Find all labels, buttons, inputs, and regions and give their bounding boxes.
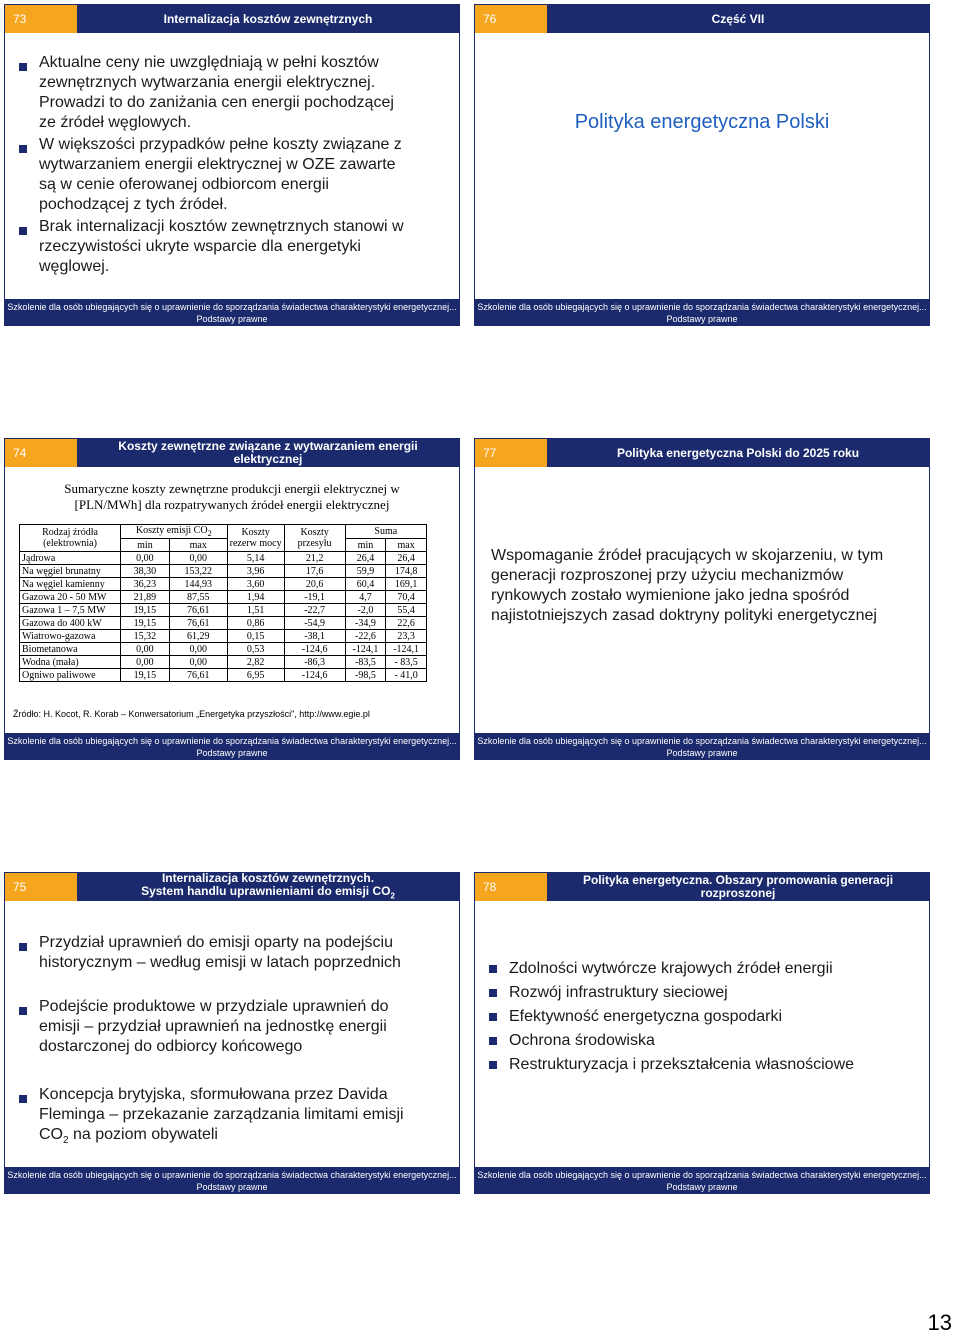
table-cell: 0,00 (169, 643, 227, 656)
slide-title-line1: Internalizacja kosztów zewnętrznych. (161, 870, 375, 885)
slide-number: 73 (5, 5, 77, 33)
slide-75 (4, 872, 460, 1194)
table-cell: -22,7 (284, 604, 345, 617)
footer-line2: Podstawy prawne (196, 1182, 268, 1192)
table-cell: - 83,5 (386, 656, 427, 669)
slide-footer (475, 733, 929, 759)
table-cell: -38,1 (284, 630, 345, 643)
table-cell: -83,5 (345, 656, 386, 669)
col-max: max (386, 539, 427, 552)
slide-text: Wspomaganie źródeł pracujących w skojarzeniu, w tym generacji rozproszonej przy użyciu mechanizmów rynkowych zostało wymienione jako jedna spośród najistotniejszych zasad doktryny polityki energetycznej (491, 547, 884, 624)
table-cell: Ogniwo paliwowe (20, 669, 121, 682)
table-cell: 0,53 (227, 643, 284, 656)
table-cell: 4,7 (345, 591, 386, 604)
slide-number: 77 (475, 439, 547, 467)
table-caption: Sumaryczne koszty zewnętrzne produkcji energii elektrycznej w (64, 481, 400, 496)
table-cell: 3,96 (227, 565, 284, 578)
bullet-text: Aktualne ceny nie uwzględniają w pełni kosztów zewnętrznych wytwarzania energii elektrycznej. Prowadzi to do zaniżania cen energii pochodzącej ze źródeł węglowych. (39, 54, 394, 131)
footer-line1: Szkolenie dla osób ubiegających się o uprawnienie do sporządzania świadectwa charakterystyki energetycznej... (7, 302, 457, 312)
bullet-icon (489, 965, 497, 973)
table-cell: -86,3 (284, 656, 345, 669)
table-cell: 0,00 (121, 643, 170, 656)
bullet-icon (19, 227, 27, 235)
title-text: System handlu uprawnieniami do emisji CO (141, 883, 391, 898)
table-cell: 19,15 (121, 617, 170, 630)
bullet-text: Podejście produktowe w przydziale uprawnień do emisji – przydział uprawnień na jednostkę energii dostarczonej do odbiorcy końcowego (39, 998, 389, 1055)
table-cell: 26,4 (386, 552, 427, 565)
list-item: Efektywność energetyczna gospodarki (509, 1008, 783, 1025)
bullet-text: W większości przypadków pełne koszty związane z wytwarzaniem energii elektrycznej w OZE zawarte są w cenie oferowanej odbiorcom energii pochodzącej z tych źródeł. (39, 136, 402, 213)
table-cell: Na węgiel brunatny (20, 565, 121, 578)
bullet-icon (489, 1061, 497, 1069)
table-cell: Wiatrowo-gazowa (20, 630, 121, 643)
table-cell: 20,6 (284, 578, 345, 591)
table-cell: 0,00 (121, 656, 170, 669)
table-cell: 76,61 (169, 617, 227, 630)
table-cell: Gazowa do 400 kW (20, 617, 121, 630)
slide-78 (474, 872, 930, 1194)
table-cell: -2,0 (345, 604, 386, 617)
table-cell: Biometanowa (20, 643, 121, 656)
slide-footer (475, 299, 929, 325)
table-cell: 15,32 (121, 630, 170, 643)
table-cell: 21,89 (121, 591, 170, 604)
table-cell: 19,15 (121, 669, 170, 682)
table-cell: 60,4 (345, 578, 386, 591)
bullet-text (39, 1085, 429, 1151)
footer-line2: Podstawy prawne (666, 314, 738, 324)
table-cell: Gazowa 1 – 7,5 MW (20, 604, 121, 617)
table-cell: 0,00 (169, 552, 227, 565)
slide-title-line2 (141, 885, 395, 902)
footer-line1: Szkolenie dla osób ubiegających się o uprawnienie do sporządzania świadectwa charakterystyki energetycznej... (477, 736, 927, 746)
table-cell: 3,60 (227, 578, 284, 591)
list-item: Restrukturyzacja i przekształcenia własnościowe (509, 1056, 855, 1073)
bullet-icon (19, 1007, 27, 1015)
slide-title: Koszty zewnętrzne związane z wytwarzaniem energii elektrycznej (118, 439, 418, 466)
col-source: Rodzaj źródła (elektrownia) (20, 525, 121, 552)
table-cell: Wodna (mała) (20, 656, 121, 669)
bullet-text-end: na poziom obywateli (68, 1126, 218, 1143)
table-cell: 0,00 (169, 656, 227, 669)
table-cell: 87,55 (169, 591, 227, 604)
slide-title (77, 870, 459, 901)
table-row (20, 643, 427, 656)
col-co2 (121, 525, 228, 539)
table-cell: -19,1 (284, 591, 345, 604)
col-min: min (121, 539, 170, 552)
costs-table (19, 524, 427, 682)
table-cell: -124,1 (386, 643, 427, 656)
slide-number: 75 (5, 873, 77, 901)
table-cell: 17,6 (284, 565, 345, 578)
col-transmission: Koszty przesyłu (284, 525, 345, 552)
bullet-icon (19, 1095, 27, 1103)
table-cell: 174,8 (386, 565, 427, 578)
list-item: Zdolności wytwórcze krajowych źródeł energii (509, 960, 833, 977)
slide-footer (5, 1167, 459, 1193)
slide-number: 78 (475, 873, 547, 901)
table-cell: 0,00 (121, 552, 170, 565)
table-cell: -54,9 (284, 617, 345, 630)
table-cell: 26,4 (345, 552, 386, 565)
table-row (20, 578, 427, 591)
bullet-icon (489, 1013, 497, 1021)
table-cell: Na węgiel kamienny (20, 578, 121, 591)
slide-number: 74 (5, 439, 77, 467)
table-cell: 38,30 (121, 565, 170, 578)
slide-76 (474, 4, 930, 326)
footer-line2: Podstawy prawne (196, 314, 268, 324)
bullet-icon (19, 943, 27, 951)
table-cell: 55,4 (386, 604, 427, 617)
footer-line1: Szkolenie dla osób ubiegających się o uprawnienie do sporządzania świadectwa charakterystyki energetycznej... (477, 1170, 927, 1180)
slide-74 (4, 438, 460, 760)
col-min: min (345, 539, 386, 552)
table-cell: 1,51 (227, 604, 284, 617)
col-co2-sub: 2 (207, 529, 212, 538)
bullet-text-sub: 2 (63, 1135, 69, 1147)
col-reserve: Koszty rezerw mocy (227, 525, 284, 552)
slide-number: 76 (475, 5, 547, 33)
table-cell: -124,6 (284, 669, 345, 682)
bullet-icon (19, 145, 27, 153)
bullet-text: Brak internalizacji kosztów zewnętrznych stanowi w rzeczywistości ukryte wsparcie dla energetyki węglowej. (39, 218, 404, 275)
table-cell: - 41,0 (386, 669, 427, 682)
slide-73 (4, 4, 460, 326)
table-cell: -124,1 (345, 643, 386, 656)
slide-heading: Polityka energetyczna Polski (574, 111, 830, 133)
table-cell: -124,6 (284, 643, 345, 656)
table-row (20, 630, 427, 643)
bullet-text: Przydział uprawnień do emisji oparty na podejściu historycznym – według emisji w latach poprzednich (39, 934, 401, 971)
title-sub: 2 (390, 891, 395, 901)
table-cell: 2,82 (227, 656, 284, 669)
table-cell: 59,9 (345, 565, 386, 578)
footer-line2: Podstawy prawne (196, 748, 268, 758)
table-cell: 70,4 (386, 591, 427, 604)
table-cell: -34,9 (345, 617, 386, 630)
table-caption: [PLN/MWh] dla rozpatrywanych źródeł energii elektrycznej (74, 497, 390, 512)
table-cell: 1,94 (227, 591, 284, 604)
list-item: Ochrona środowiska (509, 1032, 655, 1049)
table-cell: 21,2 (284, 552, 345, 565)
footer-line1: Szkolenie dla osób ubiegających się o uprawnienie do sporządzania świadectwa charakterystyki energetycznej... (477, 302, 927, 312)
table-row (20, 656, 427, 669)
table-row (20, 552, 427, 565)
bullet-icon (19, 63, 27, 71)
table-cell: -98,5 (345, 669, 386, 682)
page-number: 13 (927, 1310, 952, 1335)
slide-title: Polityka energetyczna Polski do 2025 roku (616, 445, 860, 460)
col-sum: Suma (345, 525, 426, 539)
footer-line2: Podstawy prawne (666, 748, 738, 758)
table-cell: 36,23 (121, 578, 170, 591)
table-cell: 19,15 (121, 604, 170, 617)
table-row (20, 669, 427, 682)
table-cell: 0,86 (227, 617, 284, 630)
table-row (20, 565, 427, 578)
table-cell: 61,29 (169, 630, 227, 643)
source-note: Źródło: H. Kocot, R. Korab – Konwersatorium „Energetyka przyszłości", http://www.egie.pl (13, 709, 370, 719)
footer-line2: Podstawy prawne (666, 1182, 738, 1192)
table-cell: 22,6 (386, 617, 427, 630)
table-cell: -22,6 (345, 630, 386, 643)
table-cell: 6,95 (227, 669, 284, 682)
slide-footer (5, 299, 459, 325)
table-cell: 23,3 (386, 630, 427, 643)
table-cell: 0,15 (227, 630, 284, 643)
bullet-icon (489, 1037, 497, 1045)
slide-77 (474, 438, 930, 760)
slide-title: Polityka energetyczna. Obszary promowania generacji rozproszonej (582, 873, 894, 900)
table-cell: Jądrowa (20, 552, 121, 565)
list-item: Rozwój infrastruktury sieciowej (509, 984, 728, 1001)
slide-title: Internalizacja kosztów zewnętrznych (163, 11, 373, 26)
table-cell: 5,14 (227, 552, 284, 565)
bullet-icon (489, 989, 497, 997)
table-cell: 169,1 (386, 578, 427, 591)
col-max: max (169, 539, 227, 552)
footer-line1: Szkolenie dla osób ubiegających się o uprawnienie do sporządzania świadectwa charakterystyki energetycznej... (7, 1170, 457, 1180)
slide-title: Część VII (711, 11, 765, 26)
footer-line1: Szkolenie dla osób ubiegających się o uprawnienie do sporządzania świadectwa charakterystyki energetycznej... (7, 736, 457, 746)
slide-footer (5, 733, 459, 759)
table-row (20, 591, 427, 604)
table-cell: 153,22 (169, 565, 227, 578)
table-cell: 76,61 (169, 669, 227, 682)
slide-footer (475, 1167, 929, 1193)
table-cell: 76,61 (169, 604, 227, 617)
table-cell: 144,93 (169, 578, 227, 591)
table-cell: Gazowa 20 - 50 MW (20, 591, 121, 604)
table-row (20, 617, 427, 630)
table-row (20, 604, 427, 617)
col-co2-label: Koszty emisji CO (135, 525, 208, 536)
bullet-text-main: Koncepcja brytyjska, sformułowana przez Davida Fleminga – przekazanie zarządzania limitami emisji CO (39, 1086, 404, 1143)
